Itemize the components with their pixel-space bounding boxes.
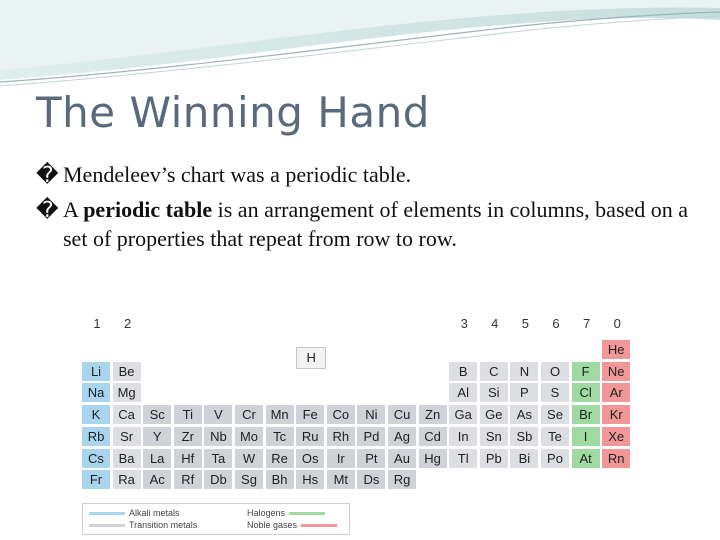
element-cell: Ni (357, 405, 386, 425)
element-cell: Kr (602, 405, 631, 425)
element-cell: Mo (235, 427, 264, 447)
element-cell: Hg (419, 449, 448, 469)
element-cell: Ge (480, 405, 509, 425)
element-cell: Ti (174, 405, 203, 425)
element-cell: W (235, 449, 264, 469)
element-cell: Co (327, 405, 356, 425)
element-cell: S (541, 383, 570, 403)
element-cell: Rf (174, 470, 203, 490)
element-cell: Tc (266, 427, 295, 447)
element-cell: I (572, 427, 601, 447)
element-cell: Ca (113, 405, 142, 425)
element-cell: Nb (204, 427, 233, 447)
element-cell: Xe (602, 427, 631, 447)
element-cell: Sr (113, 427, 142, 447)
element-cell: Te (541, 427, 570, 447)
group-header: 0 (613, 316, 621, 331)
element-cell: Hs (296, 470, 325, 490)
element-cell: Db (204, 470, 233, 490)
element-cell: Ru (296, 427, 325, 447)
element-cell: Hf (174, 449, 203, 469)
bullet-list (36, 160, 696, 253)
element-cell: Sc (143, 405, 172, 425)
element-cell: O (541, 362, 570, 382)
element-cell: Ba (113, 449, 142, 469)
bullet-marker: � (36, 162, 59, 187)
element-cell: Fe (296, 405, 325, 425)
element-cell: Zr (174, 427, 203, 447)
element-cell: Re (266, 449, 295, 469)
element-cell: La (143, 449, 172, 469)
element-cell: Rg (388, 470, 417, 490)
element-cell: Po (541, 449, 570, 469)
bullet-bold-term: periodic table (83, 197, 213, 222)
element-cell: Cl (572, 383, 601, 403)
element-cell: F (572, 362, 601, 382)
element-cell: Br (572, 405, 601, 425)
group-header: 6 (552, 316, 560, 331)
element-cell: Cs (82, 449, 111, 469)
element-cell: Cd (419, 427, 448, 447)
legend-swatch (89, 524, 125, 527)
element-cell: V (204, 405, 233, 425)
bullet-text (63, 195, 696, 253)
legend-item-alkali (89, 508, 180, 518)
legend-swatch (301, 524, 337, 527)
element-cell: Rn (602, 449, 631, 469)
legend-label: Halogens (247, 508, 286, 518)
element-cell: Pt (357, 449, 386, 469)
element-cell: Sn (480, 427, 509, 447)
element-cell: Mg (113, 383, 142, 403)
group-header: 3 (460, 316, 468, 331)
element-cell: K (82, 405, 111, 425)
element-cell: At (572, 449, 601, 469)
legend-label: Transition metals (129, 520, 198, 530)
group-header: 1 (93, 316, 101, 331)
element-cell: As (510, 405, 539, 425)
element-cell: Sg (235, 470, 264, 490)
element-cell: Ne (602, 362, 631, 382)
group-header: 5 (521, 316, 529, 331)
legend-item-transition (89, 520, 197, 530)
element-cell: B (449, 362, 478, 382)
element-cell: Cu (388, 405, 417, 425)
element-cell: Be (113, 362, 142, 382)
element-cell-hydrogen: H (296, 347, 326, 369)
group-header: 2 (123, 316, 132, 331)
element-cell: Li (82, 362, 111, 382)
element-cell: Si (480, 383, 509, 403)
bullet-marker: � (36, 197, 59, 222)
bullet-text: Mendeleev’s chart was a periodic table. (63, 162, 412, 187)
legend-swatch (89, 512, 125, 515)
element-cell: Os (296, 449, 325, 469)
legend-swatch (289, 512, 325, 515)
element-cell: C (480, 362, 509, 382)
element-cell: Ac (143, 470, 172, 490)
element-cell: Ar (602, 383, 631, 403)
element-cell: Ta (204, 449, 233, 469)
element-cell: Tl (449, 449, 478, 469)
header-swoosh-decoration (0, 0, 720, 95)
element-cell: Zn (419, 405, 448, 425)
bullet-text-post: is an arrangement of elements in columns, based on a set of properties that repeat from row to row. (63, 197, 689, 251)
element-cell: Se (541, 405, 570, 425)
element-cell: Au (388, 449, 417, 469)
slide-title: The Winning Hand (36, 88, 430, 137)
group-header: 4 (491, 316, 499, 331)
element-cell: Rh (327, 427, 356, 447)
element-cell: Sb (510, 427, 539, 447)
legend-item-noble (247, 520, 337, 530)
element-cell: Cr (235, 405, 264, 425)
element-cell: Ag (388, 427, 417, 447)
periodic-table-legend (82, 503, 350, 535)
group-header: 7 (582, 316, 591, 331)
bullet-item (36, 195, 696, 253)
element-cell: In (449, 427, 478, 447)
bullet-item (36, 160, 696, 189)
element-cell: Rb (82, 427, 111, 447)
bullet-text-pre: A (63, 197, 84, 222)
element-cell: Mt (327, 470, 356, 490)
element-cell: Mn (266, 405, 295, 425)
legend-label: Noble gases (247, 520, 298, 530)
element-cell: Pb (480, 449, 509, 469)
element-cell: He (602, 340, 631, 360)
element-cell: N (510, 362, 539, 382)
element-cell: Ra (113, 470, 142, 490)
element-cell: Bh (266, 470, 295, 490)
element-cell: Na (82, 383, 111, 403)
legend-item-halogens (247, 508, 325, 518)
element-cell: Ir (327, 449, 356, 469)
element-cell: Ga (449, 405, 478, 425)
element-cell: P (510, 383, 539, 403)
legend-label: Alkali metals (129, 508, 180, 518)
element-cell: Bi (510, 449, 539, 469)
element-cell: Al (449, 383, 478, 403)
element-cell: Ds (357, 470, 386, 490)
element-cell: Y (143, 427, 172, 447)
element-cell: Fr (82, 470, 111, 490)
element-cell: Pd (357, 427, 386, 447)
